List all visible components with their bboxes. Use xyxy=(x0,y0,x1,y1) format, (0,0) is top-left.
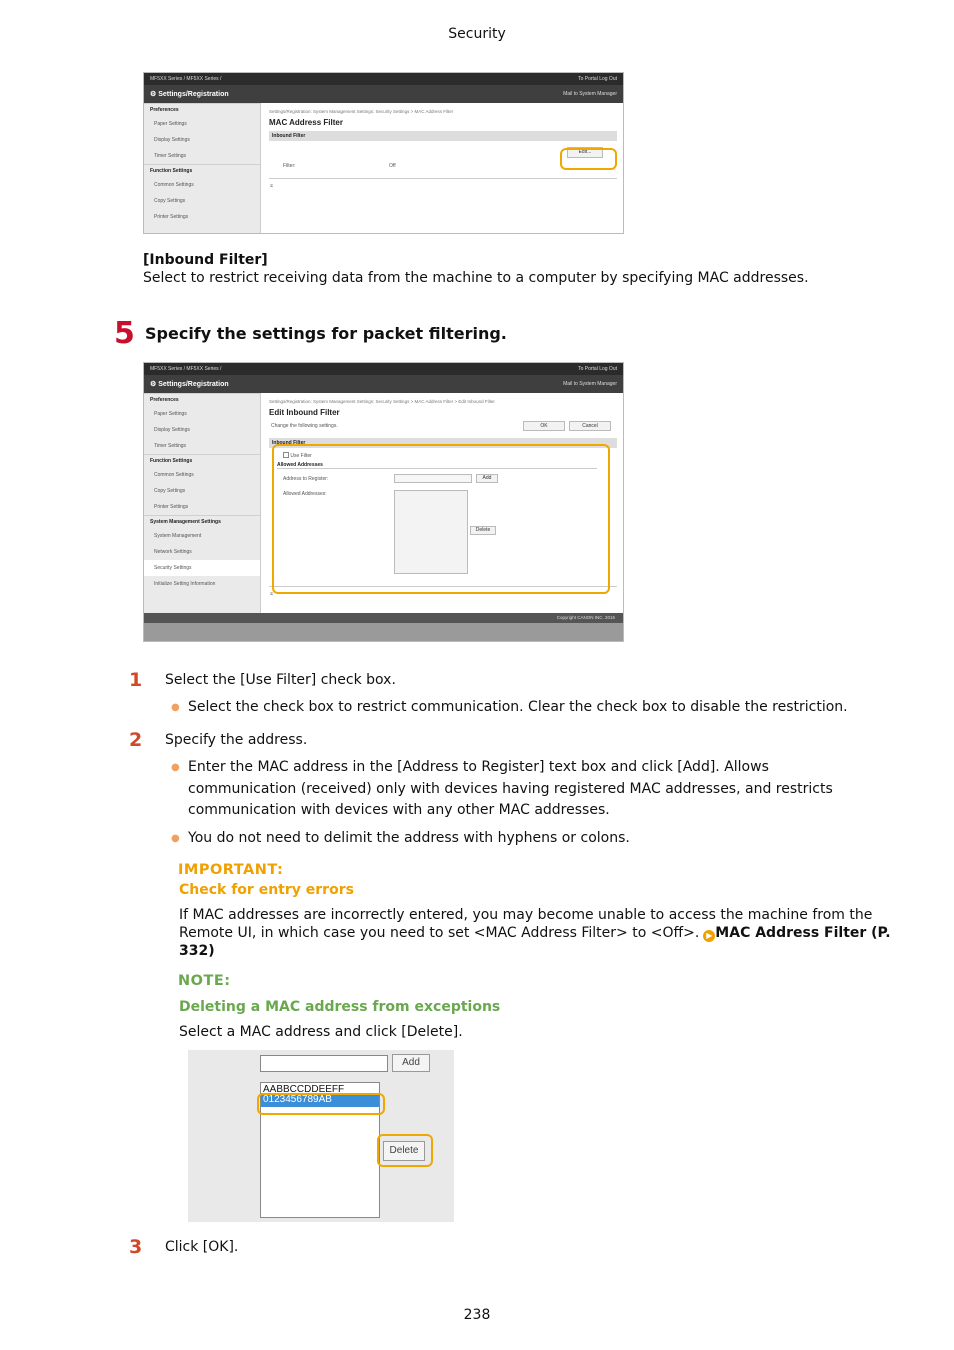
substep-2-text: Specify the address. xyxy=(165,732,308,748)
sidebar-item[interactable]: Timer Settings xyxy=(154,153,187,159)
substep-1-bullet-1: Select the check box to restrict communication. Clear the check box to disable the restriction. xyxy=(188,699,848,715)
sidebar-item[interactable]: Paper Settings xyxy=(154,121,187,127)
mail-link[interactable]: Mail to System Manager xyxy=(563,381,617,387)
section-inbound-filter: Inbound Filter xyxy=(269,131,617,141)
address-to-register-label: Address to Register: xyxy=(283,476,329,482)
sidebar-item[interactable]: Display Settings xyxy=(154,137,190,143)
settings-icon: ⚙ xyxy=(150,91,159,98)
ok-button[interactable]: OK xyxy=(523,421,565,431)
scroll-top-icon[interactable]: ⌅ xyxy=(269,178,617,189)
sidebar-heading: System Management Settings xyxy=(144,515,260,528)
mail-link[interactable]: Mail to System Manager xyxy=(563,91,617,97)
note-subtitle: Deleting a MAC address from exceptions xyxy=(179,999,501,1015)
sidebar-item[interactable]: Copy Settings xyxy=(154,488,186,494)
titlebar xyxy=(144,85,623,103)
substep-2-bullet-2: You do not need to delimit the address with hyphens or colons. xyxy=(188,830,630,846)
titlebar-title: ⚙ Settings/Registration xyxy=(150,381,229,388)
sidebar-item[interactable]: Network Settings xyxy=(154,549,192,555)
step-title: Specify the settings for packet filtering. xyxy=(145,324,507,343)
allowed-addresses-heading: Allowed Addresses xyxy=(277,462,597,469)
sidebar-item[interactable]: Printer Settings xyxy=(154,504,189,510)
substep-2-bullet-1: Enter the MAC address in the [Address to Register] text box and click [Add]. Allows communication (received) only with devices having registered MAC addresses, and restricts communication with devices with any other MAC addresses. xyxy=(188,759,833,818)
important-text: If MAC addresses are incorrectly entered, you may become unable to access the machine from the Remote UI, in which case you need to set <MAC Address Filter> to <Off>. xyxy=(179,907,873,941)
delete-button[interactable]: Delete xyxy=(470,526,496,535)
page-title: MAC Address Filter xyxy=(269,118,343,127)
topbar xyxy=(144,363,623,375)
page-number: 238 xyxy=(463,1307,491,1323)
bullet-icon: ● xyxy=(171,833,180,844)
filter-label: Filter: xyxy=(283,163,296,169)
substep-3-number: 3 xyxy=(129,1236,143,1258)
substep-3-text: Click [OK]. xyxy=(165,1239,239,1255)
address-option-selected[interactable]: 0123456789AB xyxy=(261,1093,379,1107)
scroll-top-icon[interactable]: ⌅ xyxy=(269,586,617,597)
link-arrow-icon: ▶ xyxy=(703,930,715,942)
bullet-icon: ● xyxy=(171,702,180,713)
copyright: Copyright CANON INC. 2016 xyxy=(144,613,623,623)
breadcrumb: Settings/Registration: System Management Settings: Security Settings > MAC Address Filter > Edit Inbound Filter xyxy=(269,399,495,404)
note-title: NOTE: xyxy=(178,973,231,989)
sidebar-item[interactable]: Common Settings xyxy=(154,182,194,188)
topbar xyxy=(144,73,623,85)
change-text: Change the following settings. xyxy=(271,423,338,429)
note-body: Select a MAC address and click [Delete]. xyxy=(179,1024,463,1040)
screenshot-edit-inbound-filter xyxy=(143,362,624,642)
topbar-links[interactable]: To Portal Log Out xyxy=(578,366,617,372)
selected-address-highlight xyxy=(257,1093,385,1115)
screenshot-mac-address-filter xyxy=(143,72,624,234)
inbound-filter-highlight xyxy=(272,444,610,594)
sidebar-item[interactable]: Initialize Setting Information xyxy=(154,581,216,587)
bullet-icon: ● xyxy=(171,762,180,773)
edit-button[interactable]: Edit... xyxy=(567,147,603,158)
sidebar xyxy=(144,103,261,233)
address-input[interactable] xyxy=(260,1055,388,1072)
sidebar xyxy=(144,393,261,613)
sidebar-item[interactable]: Display Settings xyxy=(154,427,190,433)
address-option[interactable]: AABBCCDDEEFF xyxy=(263,1084,345,1093)
add-button[interactable]: Add xyxy=(392,1054,430,1072)
inbound-filter-label: [Inbound Filter] xyxy=(143,252,268,268)
sidebar-item[interactable]: Security Settings xyxy=(144,560,260,576)
sidebar-item[interactable]: System Management xyxy=(154,533,202,539)
sidebar-heading: Preferences xyxy=(144,393,260,406)
important-body xyxy=(179,906,899,960)
add-button[interactable]: Add xyxy=(476,474,498,483)
sidebar-item[interactable]: Common Settings xyxy=(154,472,194,478)
important-title: IMPORTANT: xyxy=(178,862,284,878)
mac-filter-link[interactable]: MAC Address Filter (P. 332) xyxy=(179,925,891,959)
section-inbound-filter: Inbound Filter xyxy=(269,438,617,448)
topbar-model: MF5XX Series / MF5XX Series / xyxy=(150,366,222,372)
sidebar-item[interactable]: Paper Settings xyxy=(154,411,187,417)
allowed-addresses-label: Allowed Addresses: xyxy=(283,491,327,497)
delete-button[interactable]: Delete xyxy=(383,1141,425,1161)
sidebar-heading: Function Settings xyxy=(144,164,260,177)
substep-2-number: 2 xyxy=(129,729,143,751)
step-number: 5 xyxy=(114,316,135,351)
important-subtitle: Check for entry errors xyxy=(179,882,354,898)
breadcrumb: Settings/Registration: System Management Settings: Security Settings > MAC Address Filter xyxy=(269,109,454,114)
sidebar-item[interactable]: Copy Settings xyxy=(154,198,186,204)
inbound-filter-description: Select to restrict receiving data from the machine to a computer by specifying MAC addresses. xyxy=(143,270,809,286)
page-title: Edit Inbound Filter xyxy=(269,408,340,417)
delete-highlight xyxy=(377,1134,433,1167)
page-header: Security xyxy=(448,26,506,42)
footer-bar xyxy=(144,613,623,641)
topbar-model: MF5XX Series / MF5XX Series / xyxy=(150,76,222,82)
edit-highlight xyxy=(560,148,617,170)
sidebar-item[interactable]: Printer Settings xyxy=(154,214,189,220)
titlebar xyxy=(144,375,623,393)
substep-1-text: Select the [Use Filter] check box. xyxy=(165,672,396,688)
sidebar-item[interactable]: Timer Settings xyxy=(154,443,187,449)
cancel-button[interactable]: Cancel xyxy=(569,421,611,431)
topbar-links[interactable]: To Portal Log Out xyxy=(578,76,617,82)
use-filter-label: Use Filter xyxy=(290,453,312,459)
filter-value: Off xyxy=(389,163,396,169)
screenshot-delete-address xyxy=(188,1050,454,1222)
sidebar-heading: Function Settings xyxy=(144,454,260,467)
substep-1-number: 1 xyxy=(129,669,143,691)
settings-icon: ⚙ xyxy=(150,381,159,388)
sidebar-heading: Preferences xyxy=(144,103,260,116)
titlebar-title: ⚙ Settings/Registration xyxy=(150,91,229,98)
